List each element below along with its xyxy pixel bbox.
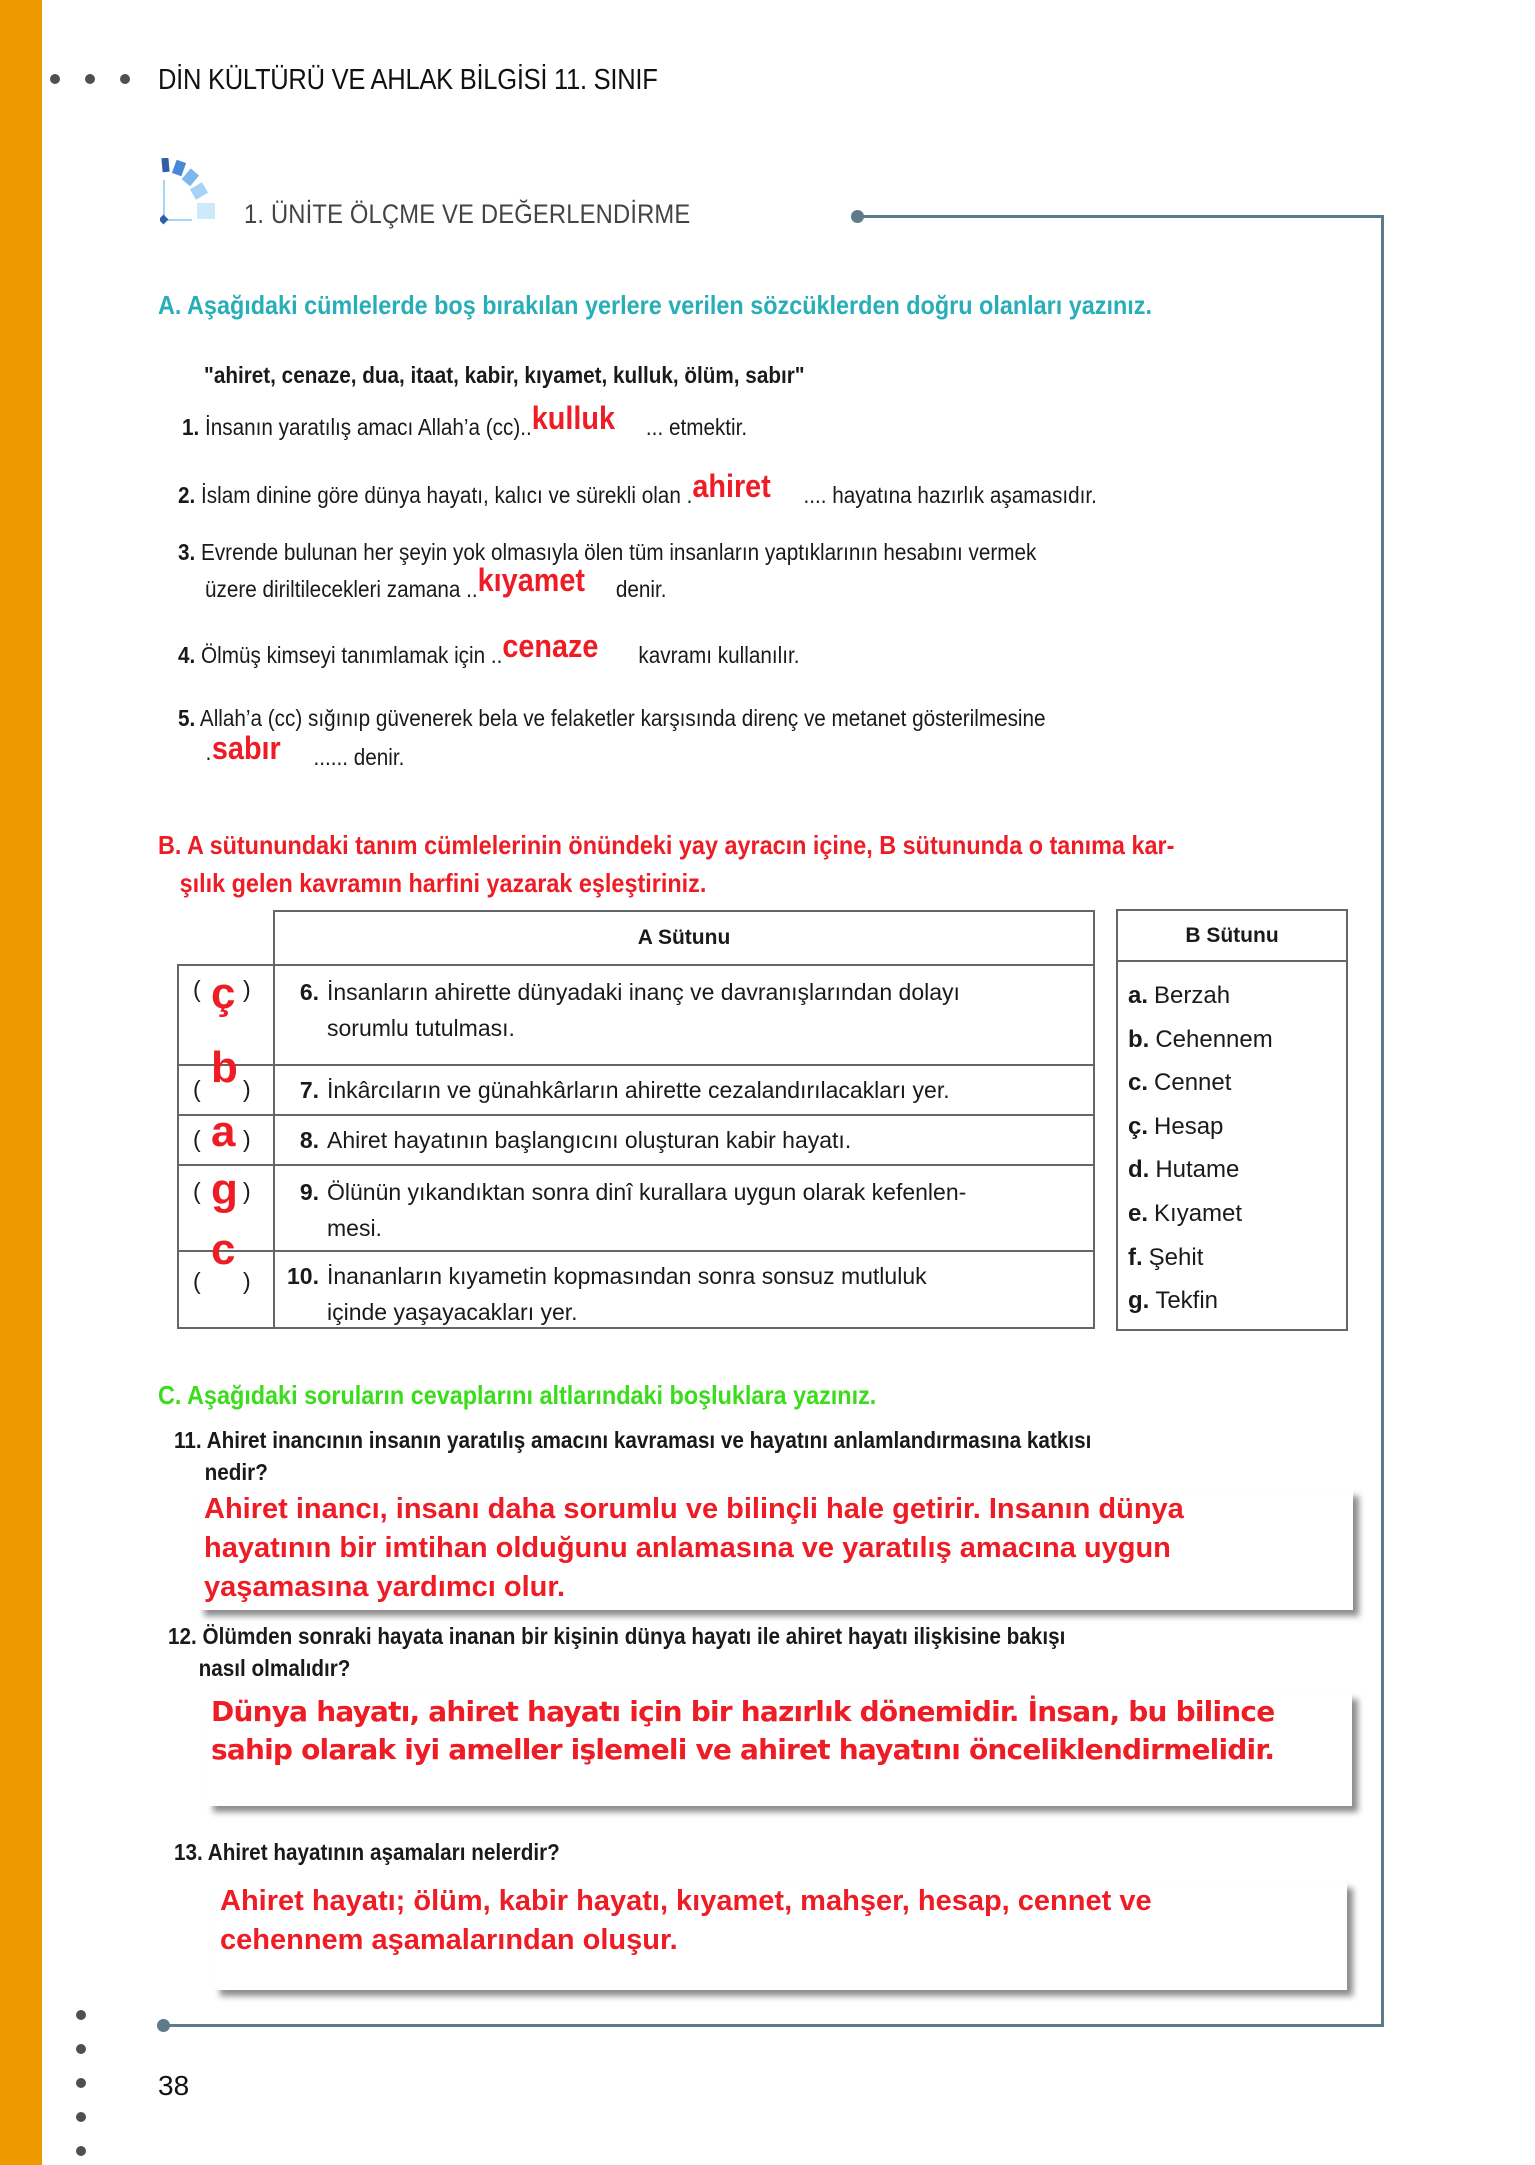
footer-dots (76, 2010, 86, 2156)
dot-decoration (120, 74, 130, 84)
column-a-table (177, 910, 1095, 1329)
sidebar-color-bar (0, 0, 42, 2165)
table-row (177, 1164, 1095, 1250)
answer-box-12[interactable]: Dünya hayatı, ahiret hayatı için bir hazırlık dönemidir. İnsan, bu bilince sahip olarak iyi ameller işlemeli ve ahiret hayatını önceliklendirmelidir. (207, 1693, 1352, 1806)
answer-fill[interactable]: cenaze (502, 628, 599, 664)
table-row (177, 1225, 1095, 1329)
table-row (177, 964, 1095, 1064)
dot-decoration (85, 74, 95, 84)
fill-question-5-cont: ·sabır ...... denir. (205, 730, 405, 770)
list-item: f. Şehit (1128, 1243, 1204, 1271)
section-a-heading: A. Aşağıdaki cümlelerde boş bırakılan yerlere verilen sözcüklerden doğru olanları yazınız. (158, 290, 1152, 320)
list-item: ç. Hesap (1128, 1112, 1224, 1140)
frame-knob (157, 2019, 170, 2032)
quarter-arc-gauge-icon (160, 158, 228, 226)
list-item: c. Cennet (1128, 1069, 1232, 1097)
dot-decoration (76, 2146, 86, 2156)
matched-letter: c (211, 1225, 236, 1274)
frame-line-bottom (163, 2024, 1384, 2027)
fill-question-3-cont: üzere diriltilecekleri zamana ..kıyamet denir. (205, 562, 667, 602)
unit-title: 1. ÜNİTE ÖLÇME VE DEĞERLENDİRME (244, 199, 691, 229)
list-item: b. Cehennem (1128, 1025, 1273, 1053)
definition-text: 6. İnsanların ahirette dünyadaki inanç ve davranışlarından dolayı sorumlu tutulması. (299, 979, 960, 1041)
answer-slot[interactable]: ( ç ) (179, 966, 275, 1064)
column-b-table (1116, 909, 1348, 1331)
matched-letter: ç (211, 969, 236, 1018)
dot-decoration (76, 2010, 86, 2020)
list-item: a. Berzah (1128, 982, 1231, 1009)
matched-letter: a (211, 1107, 236, 1156)
dot-decoration (76, 2112, 86, 2122)
concept-list (1118, 962, 1346, 1323)
table-row (177, 1043, 1095, 1114)
book-title: DİN KÜLTÜRÜ VE AHLAK BİLGİSİ 11. SINIF (158, 64, 658, 96)
definition-text: 8. Ahiret hayatının başlangıcını oluşturan kabir hayatı. (299, 1127, 852, 1153)
matched-letter: b (211, 1043, 238, 1092)
fill-question-3: 3. Evrende bulunan her şeyin yok olmasıyla ölen tüm insanların yaptıklarının hesabını vermek (178, 539, 1037, 565)
table-row (177, 1107, 1095, 1164)
frame-line-right (1381, 215, 1384, 2027)
answer-slot[interactable]: ( a ) (179, 1116, 275, 1164)
frame-line-top (858, 215, 1384, 218)
answer-fill[interactable]: sabır (211, 730, 281, 766)
answer-box-11[interactable]: Ahiret inancı, insanı daha sorumlu ve bilinçli hale getirir. Insanın dünya hayatının bir imtihan olduğunu anlamasına ve yaratılış amacına uygun yaşamasına yardımcı olur. (198, 1490, 1353, 1610)
matched-letter: g (211, 1165, 238, 1214)
column-a-header: A Sütunu (273, 910, 1095, 964)
definition-text: 7. İnkârcıların ve günahkârların ahirette cezalandırılacakları yer. (299, 1077, 950, 1103)
fill-question-4: 4. Ölmüş kimseyi tanımlamak için ..cenaze kavramı kullanılır. (178, 628, 800, 668)
list-item: g. Tekfin (1128, 1287, 1219, 1315)
answer-fill[interactable]: kulluk (531, 400, 615, 436)
section-b-heading: B. A sütunundaki tanım cümlelerinin önündeki yay ayracın içine, B sütununda o tanıma kar- şılık gelen kavramın harfini yazarak eşleştiriniz. (158, 830, 1175, 898)
open-question-12: 12. Ölümden sonraki hayata inanan bir kişinin dünya hayatı ile ahiret hayatı ilişkisine bakışı nasıl olmalıdır? (168, 1623, 1066, 1681)
dot-decoration (50, 74, 60, 84)
answer-box-13[interactable]: Ahiret hayatı; ölüm, kabir hayatı, kıyamet, mahşer, hesap, cennet ve cehennem aşamalarından oluşur. (214, 1882, 1347, 1990)
dot-decoration (76, 2044, 86, 2054)
section-c-heading: C. Aşağıdaki soruların cevaplarını altlarındaki boşluklara yazınız. (158, 1380, 877, 1410)
open-question-11: 11. Ahiret inancının insanın yaratılış amacını kavraması ve hayatını anlamlandırmasına katkısı nedir? (174, 1427, 1092, 1485)
header-dots (50, 74, 130, 84)
fill-question-2: 2. İslam dinine göre dünya hayatı, kalıcı ve sürekli olan .ahiret .... hayatına hazırlık aşamasıdır. (178, 468, 1097, 508)
fill-question-1: 1. İnsanın yaratılış amacı Allah’a (cc)..kulluk ... etmektir. (182, 400, 748, 440)
open-question-13: 13. Ahiret hayatının aşamaları nelerdir? (174, 1839, 560, 1865)
fill-question-5: 5. Allah’a (cc) sığınıp güvenerek bela ve felaketler karşısında direnç ve metanet gösterilmesine (178, 705, 1046, 731)
answer-slot[interactable]: ( b ) (179, 1066, 275, 1114)
column-b-header: B Sütunu (1118, 911, 1346, 962)
list-item: d. Hutame (1128, 1156, 1240, 1184)
page-number: 38 (158, 2070, 190, 2101)
answer-slot[interactable]: ( g ) (179, 1166, 275, 1250)
answer-slot[interactable]: ( c ) (179, 1252, 275, 1327)
list-item: e. Kıyamet (1128, 1199, 1243, 1227)
word-bank: "ahiret, cenaze, dua, itaat, kabir, kıyamet, kulluk, ölüm, sabır" (204, 362, 805, 388)
definition-text: 10. İnananların kıyametin kopmasından sonra sonsuz mutluluk içinde yaşayacakları yer. (287, 1263, 927, 1325)
dot-decoration (76, 2078, 86, 2088)
definition-text: 9. Ölünün yıkandıktan sonra dinî kurallara uygun olarak kefenlen- mesi. (299, 1179, 967, 1241)
answer-fill[interactable]: ahiret (692, 468, 771, 504)
answer-fill[interactable]: kıyamet (477, 562, 585, 598)
